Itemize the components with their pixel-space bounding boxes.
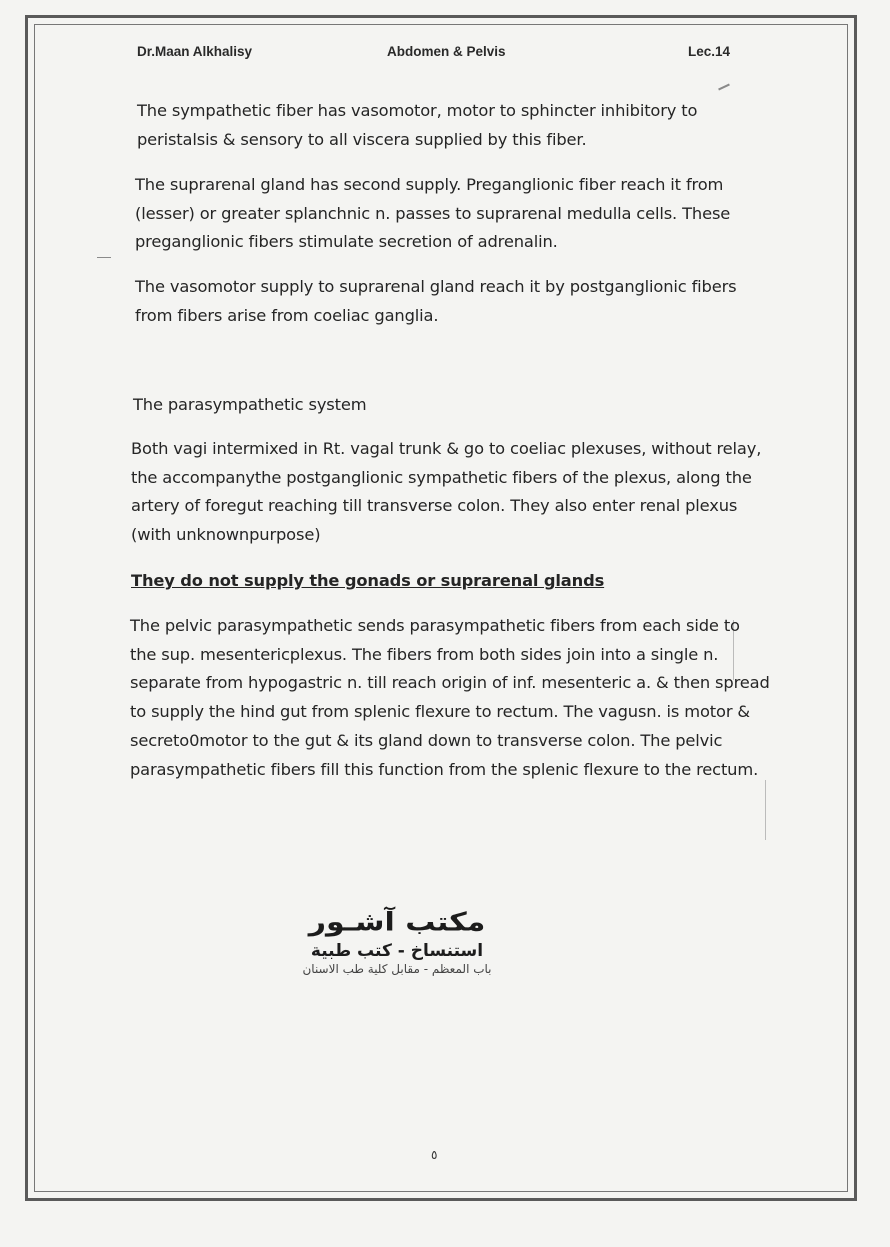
paragraph-suprarenal-supply: The suprarenal gland has second supply. Preganglionic fiber reach it from (lesser) or greater splanchnic n. passes to suprarenal medulla cells. These preganglionic fibers stimulate secretion of adrenalin. [135, 175, 731, 252]
scan-mark [765, 780, 766, 840]
paragraph-vagi: Both vagi intermixed in Rt. vagal trunk & go to coeliac plexuses, without relay, the accompanythe postganglionic sympathetic fibers of the plexus, along the artery of foregut reaching till transverse colon. They also enter renal plexus (with unknownpurpose) [131, 439, 762, 545]
page-number: ٥ [431, 1148, 438, 1162]
header-course: Abdomen & Pelvis [387, 44, 506, 59]
header-lecture: Lec.14 [688, 44, 731, 59]
emphasis-note: They do not supply the gonads or suprarenal glands [131, 571, 605, 590]
stamp-line-3: باب المعظم - مقابل كلية طب الاسنان [302, 962, 492, 976]
paragraph-pelvic-parasympathetic: The pelvic parasympathetic sends parasympathetic fibers from each side to the sup. mesentericplexus. The fibers from both sides join into a single n. separate from hypogastric n. till reach origin of inf. mesenteric a. & then spread to supply the hind gut from splenic flexure to rectum. The vagusn. is motor & secreto0motor to the gut & its gland down to transverse colon. The pelvic parasympathetic fibers fill this function from the splenic flexure to the rectum. [130, 616, 770, 779]
paragraph-sympathetic-fiber: The sympathetic fiber has vasomotor, motor to sphincter inhibitory to peristalsis & sensory to all viscera supplied by this fiber. [137, 101, 698, 149]
scan-mark [97, 257, 111, 258]
library-stamp [282, 905, 512, 985]
stamp-line-2: استنساخ - كتب طبية [310, 941, 484, 961]
page-header [0, 44, 890, 66]
section-title-parasympathetic: The parasympathetic system [133, 395, 367, 414]
paragraph-vasomotor-supply: The vasomotor supply to suprarenal gland reach it by postganglionic fibers from fibers arise from coeliac ganglia. [135, 277, 737, 325]
stamp-line-1: مكتب آشـور [308, 907, 486, 938]
header-author: Dr.Maan Alkhalisy [137, 44, 253, 59]
